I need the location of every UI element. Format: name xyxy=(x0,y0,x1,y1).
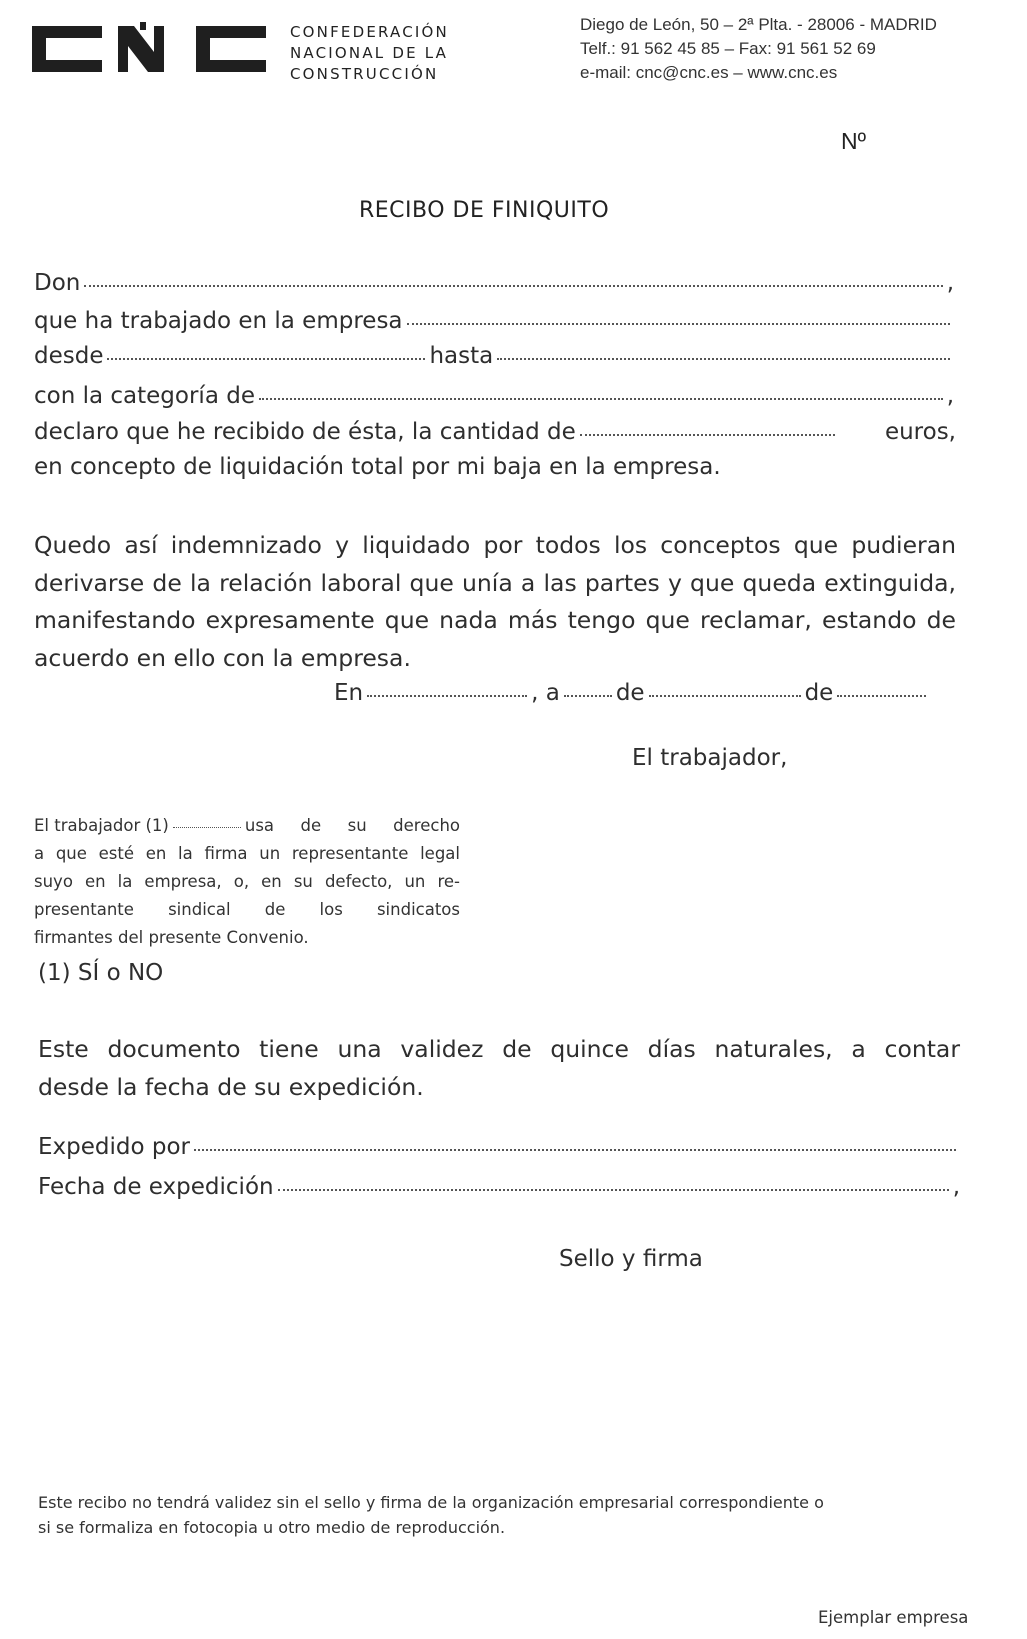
field-fecha-expedicion: Fecha de expedición , xyxy=(38,1174,960,1200)
validity-line: desde la fecha de su expedición. xyxy=(38,1072,424,1101)
stamp-signature-label: Sello y firma xyxy=(559,1246,703,1272)
org-name-line: NACIONAL DE LA xyxy=(290,44,449,62)
fill-line-year[interactable] xyxy=(837,695,926,697)
label-cantidad: declaro que he recibido de ésta, la cantidad de xyxy=(34,419,576,445)
label-hasta: hasta xyxy=(429,343,494,369)
field-categoria: con la categoría de , xyxy=(34,383,954,409)
label-don: Don xyxy=(34,270,81,296)
org-name-line: CONSTRUCCIÓN xyxy=(290,65,439,83)
footer-note-line: Este recibo no tendrá validez sin el sello y firma de la organización empresarial correspondiente o xyxy=(38,1493,824,1512)
fill-line-cantidad[interactable] xyxy=(580,434,835,436)
fill-line-categoria[interactable] xyxy=(259,398,943,400)
fill-line-empresa[interactable] xyxy=(407,323,950,325)
label-concepto: en concepto de liquidación total por mi baja en la empresa. xyxy=(34,454,721,480)
footer-note-line: si se formaliza en fotocopia u otro medio de reproducción. xyxy=(38,1518,506,1537)
field-cantidad xyxy=(34,419,956,445)
contact-info xyxy=(580,13,937,85)
settlement-paragraph xyxy=(34,527,956,677)
field-don: Don , xyxy=(34,270,954,296)
paragraph-line: acuerdo en ello con la empresa. xyxy=(34,643,411,672)
note-line: firmantes del presente Convenio. xyxy=(34,928,309,947)
label-de-year: de xyxy=(804,680,834,706)
note-line: suyo en la empresa, o, en su defecto, un re- xyxy=(34,872,460,891)
validity-paragraph xyxy=(38,1031,960,1106)
label-desde: desde xyxy=(34,343,104,369)
worker-signature-label: El trabajador, xyxy=(632,745,788,771)
paragraph-line: manifestando expresamente que nada más tengo que reclamar, estando de xyxy=(34,606,956,634)
paragraph-line: Quedo así indemnizado y liquidado por todos los conceptos que pudieran xyxy=(34,531,956,559)
label-empresa: que ha trabajado en la empresa xyxy=(34,308,403,334)
fill-line-hasta[interactable] xyxy=(497,358,950,360)
field-empresa xyxy=(34,308,954,334)
note-line: usa de su derecho xyxy=(244,816,460,835)
org-name-line: CONFEDERACIÓN xyxy=(290,23,449,41)
contact-phone: Telf.: 91 562 45 85 – Fax: 91 561 52 69 xyxy=(580,39,876,58)
organization-name xyxy=(290,22,449,85)
note-line: a que esté en la firma un representante legal xyxy=(34,844,460,863)
note-row-1 xyxy=(34,812,460,840)
place-date-line xyxy=(334,680,930,706)
label-de-month: de xyxy=(615,680,645,706)
fill-line-expedido-por[interactable] xyxy=(194,1149,956,1151)
receipt-number-label: Nº xyxy=(841,128,867,154)
fill-line-fecha-expedicion[interactable] xyxy=(278,1189,949,1191)
contact-email: e-mail: cnc@cnc.es – www.cnc.es xyxy=(580,63,838,82)
fill-line-don[interactable] xyxy=(84,285,942,287)
fill-line-month[interactable] xyxy=(649,695,801,697)
contact-address: Diego de León, 50 – 2ª Plta. - 28006 - MADRID xyxy=(580,15,937,34)
cnc-logo xyxy=(30,22,270,76)
label-euros: euros, xyxy=(884,419,956,445)
label-categoria: con la categoría de xyxy=(34,383,255,409)
field-dates xyxy=(34,343,954,369)
validity-line: Este documento tiene una validez de quince días naturales, a contar xyxy=(38,1035,960,1063)
label-expedido-por: Expedido por xyxy=(38,1134,190,1160)
note-prefix: El trabajador (1) xyxy=(34,816,169,835)
label-a: , a xyxy=(531,680,560,706)
fill-line-desde[interactable] xyxy=(107,358,425,360)
paragraph-line: derivarse de la relación laboral que unía a las partes y que queda extinguida, xyxy=(34,568,956,597)
field-concepto xyxy=(34,454,721,480)
document-title: RECIBO DE FINIQUITO xyxy=(359,198,610,223)
field-expedido-por xyxy=(38,1134,960,1160)
fill-line-si-no[interactable] xyxy=(173,827,241,828)
fill-line-place[interactable] xyxy=(367,695,527,697)
copy-label: Ejemplar empresa xyxy=(818,1608,969,1627)
footer-note xyxy=(38,1490,993,1540)
label-en: En xyxy=(334,680,364,706)
fill-line-day[interactable] xyxy=(564,695,612,697)
note-line: presentante sindical de los sindicatos xyxy=(34,900,460,919)
footnote-answer: (1) SÍ o NO xyxy=(38,960,164,986)
label-fecha-expedicion: Fecha de expedición xyxy=(38,1174,274,1200)
representative-note xyxy=(34,812,460,952)
